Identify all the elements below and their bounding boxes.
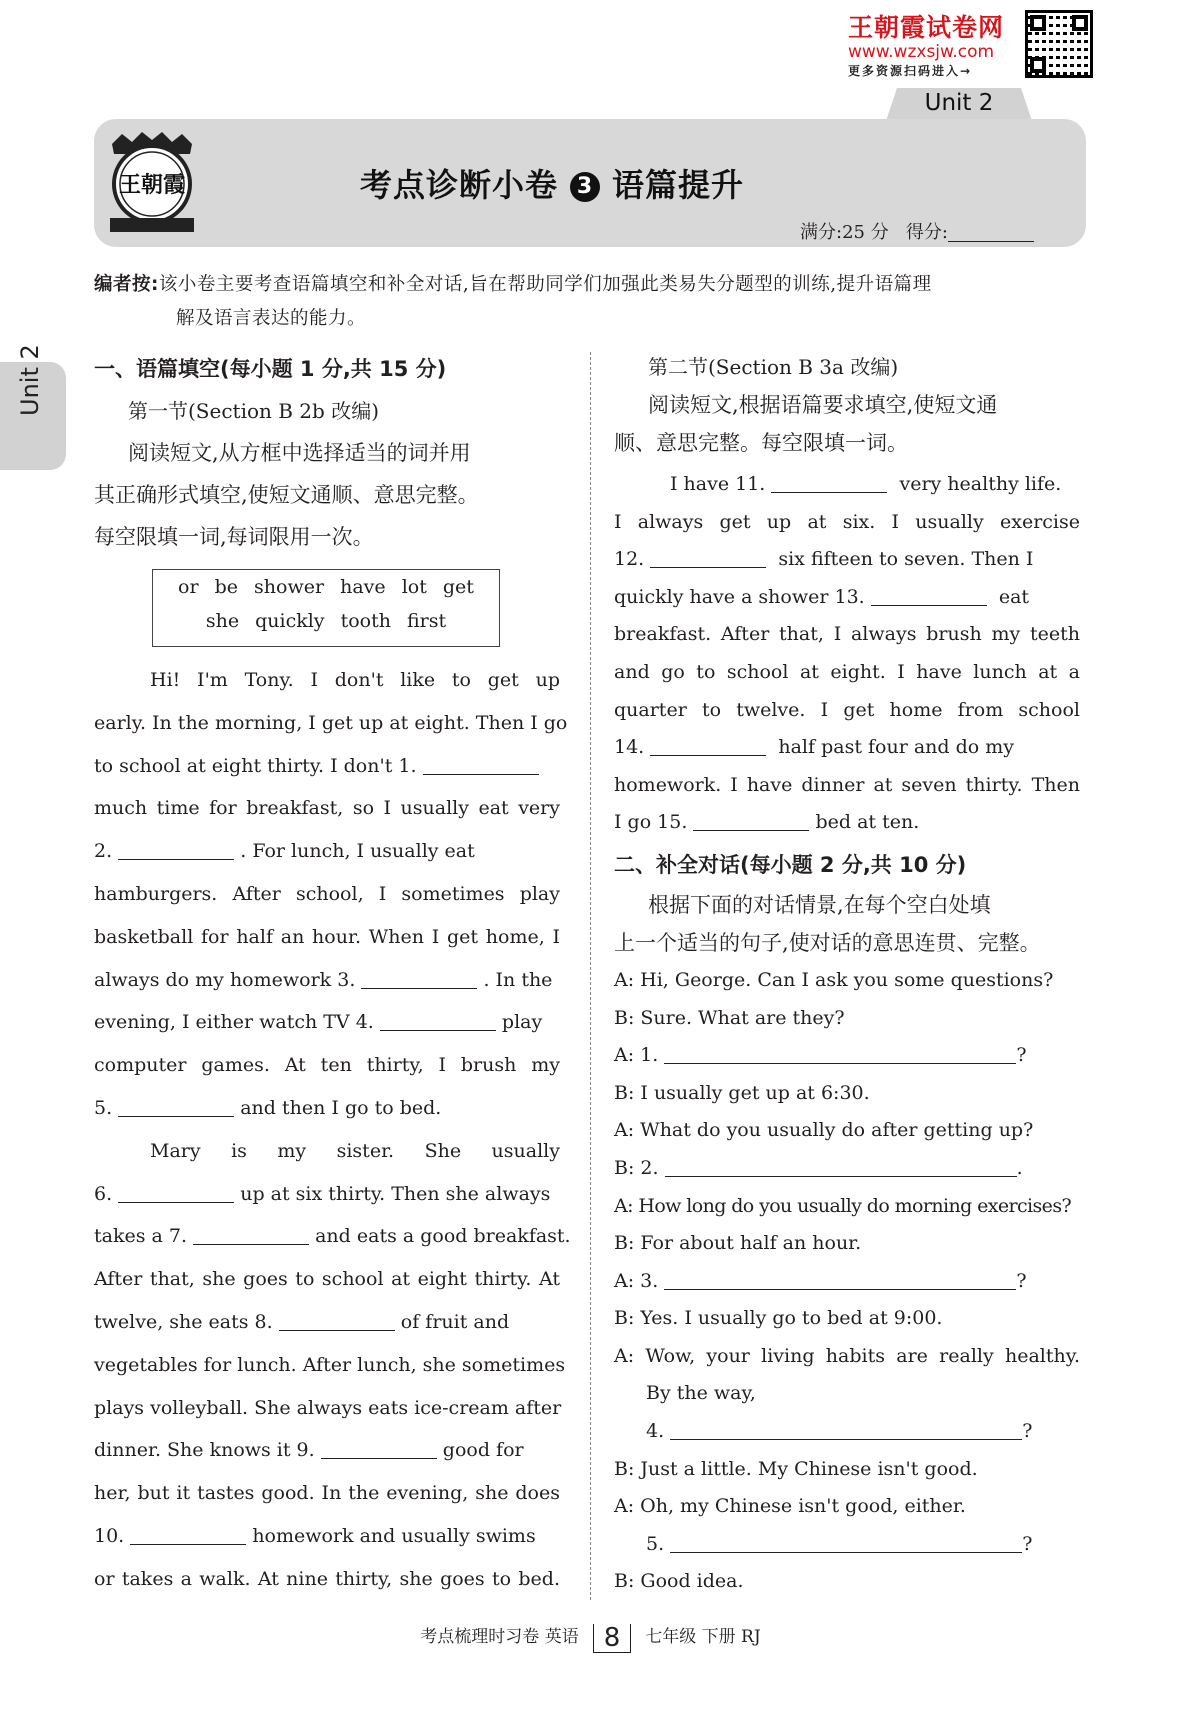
blank-2[interactable]: [118, 837, 234, 860]
blank-1[interactable]: [423, 752, 539, 775]
passage1-line: and then I go to bed.: [240, 1096, 442, 1119]
passage1-line: or takes a walk. At nine thirty, she goes to bed.: [94, 1567, 560, 1590]
passage-2: [614, 466, 1080, 842]
blank-11[interactable]: [771, 470, 887, 493]
blank-6[interactable]: [118, 1180, 234, 1203]
dialog-line: A: Hi, George. Can I ask you some questions?: [614, 968, 1054, 991]
passage1-line: 2.: [94, 840, 113, 863]
section2-title: 第二节(Section B 3a 改编): [648, 355, 899, 379]
word-box-row-2: she quickly tooth first: [205, 610, 447, 632]
editor-note-line1: 该小卷主要考查语篇填空和补全对话,旨在帮助同学们加强此类易失分题型的训练,提升语篇理: [158, 274, 932, 295]
brand-url[interactable]: www.wzxsjw.com: [848, 42, 995, 62]
brand-tagline: 更多资源扫码进入→: [848, 64, 973, 78]
section1-instruction-2: 其正确形式填空,使短文通顺、意思完整。: [94, 483, 479, 507]
title-prefix: 考点诊断小卷: [360, 166, 559, 204]
dialog-punct: ?: [1016, 1269, 1027, 1292]
brand-header: [848, 8, 1028, 86]
editor-note-label: 编者按:: [94, 274, 159, 295]
dialog-blank-1[interactable]: [664, 1041, 1016, 1064]
section1-instruction-1: 阅读短文,从方框中选择适当的词并用: [128, 441, 471, 465]
blank-9[interactable]: [321, 1436, 437, 1459]
dialog-line: By the way,: [646, 1382, 756, 1405]
full-score: 满分:25 分: [800, 222, 889, 243]
passage1-line: basketball for half an hour. When I get home, I: [94, 925, 560, 948]
column-divider: [590, 352, 591, 1600]
passage2-line: six fifteen to seven. Then I: [778, 548, 1034, 571]
passage2-line: homework. I have dinner at seven thirty. Then: [614, 773, 1080, 796]
score-blank[interactable]: [948, 223, 1034, 242]
dialog-line: A: What do you usually do after getting up?: [614, 1119, 1034, 1142]
title-suffix: 语篇提升: [612, 166, 745, 204]
passage1-line: always do my homework 3.: [94, 968, 356, 991]
dialog-line: A: Oh, my Chinese isn't good, either.: [614, 1495, 966, 1518]
dialog-line: A: 3.: [614, 1269, 659, 1292]
page-footer: [0, 1622, 1181, 1653]
qr-code-icon[interactable]: [1025, 10, 1093, 78]
passage1-line: takes a 7.: [94, 1225, 188, 1248]
passage1-line: Mary is my sister. She usually: [150, 1139, 560, 1162]
dialog-blank-2[interactable]: [665, 1154, 1017, 1177]
passage1-line: evening, I either watch TV 4.: [94, 1011, 374, 1034]
passage2-line: I always get up at six. I usually exercise: [614, 510, 1080, 533]
passage2-line: half past four and do my: [778, 736, 1014, 759]
part2-instruction-1: 根据下面的对话情景,在每个空白处填: [648, 892, 991, 917]
blank-5[interactable]: [118, 1094, 234, 1117]
passage1-line: much time for breakfast, so I usually eat very: [94, 797, 560, 820]
passage1-line: Hi! I'm Tony. I don't like to get up: [150, 669, 560, 691]
passage1-line: vegetables for lunch. After lunch, she sometimes: [94, 1353, 566, 1376]
passage2-line: 14.: [614, 736, 645, 759]
blank-3[interactable]: [361, 966, 477, 989]
passage2-line: bed at ten.: [815, 811, 920, 834]
page-number: 8: [593, 1624, 632, 1653]
section1-instruction-3: 每空限填一词,每词限用一次。: [94, 525, 374, 549]
passage1-line: play: [501, 1011, 543, 1034]
passage2-line: very healthy life.: [899, 473, 1062, 495]
passage1-line: twelve, she eats 8.: [94, 1310, 273, 1333]
page-title: [360, 160, 744, 206]
dialog-line: B: 2.: [614, 1156, 659, 1179]
passage1-line: . For lunch, I usually eat: [240, 840, 475, 863]
passage1-line: good for: [442, 1439, 524, 1462]
word-box: [152, 569, 500, 647]
passage2-line: I go 15.: [614, 811, 688, 834]
dialog-line: A: 1.: [614, 1044, 659, 1067]
dialog-line: B: Good idea.: [614, 1570, 744, 1593]
footer-right: 七年级 下册 RJ: [645, 1627, 761, 1647]
passage1-line: 10.: [94, 1524, 125, 1547]
part2-instruction-2: 上一个适当的句子,使对话的意思连贯、完整。: [614, 930, 1041, 955]
blank-7[interactable]: [193, 1222, 309, 1245]
blank-4[interactable]: [380, 1008, 496, 1031]
passage1-line: her, but it tastes good. In the evening, she does: [94, 1482, 560, 1505]
word-box-row-1: or be shower have lot get: [178, 576, 474, 598]
section1-title: 第一节(Section B 2b 改编): [128, 399, 379, 423]
passage2-line: quarter to twelve. I get home from school: [614, 698, 1080, 721]
dialog-line: B: Sure. What are they?: [614, 1006, 845, 1029]
passage2-line: and go to school at eight. I have lunch at a: [614, 660, 1080, 683]
dialog-line: B: Just a little. My Chinese isn't good.: [614, 1457, 978, 1480]
dialog-line: A: How long do you usually do morning exercises?: [614, 1194, 1072, 1217]
brand-name: 王朝霞试卷网: [848, 13, 1005, 42]
editor-note-line2: 解及语言表达的能力。: [176, 308, 367, 329]
dialog-punct: .: [1016, 1156, 1023, 1179]
section2-instruction-1: 阅读短文,根据语篇要求填空,使短文通: [648, 393, 998, 417]
dialog-line: A: Wow, your living habits are really healthy.: [614, 1344, 1080, 1367]
part2-heading: 二、补全对话(每小题 2 分,共 10 分): [614, 852, 967, 877]
score-got-label: 得分:: [905, 222, 948, 243]
unit-tab-label: Unit 2: [924, 90, 994, 116]
passage1-line: of fruit and: [400, 1310, 510, 1333]
blank-13[interactable]: [871, 583, 987, 606]
passage2-line: I have 11.: [670, 473, 766, 495]
editor-note: [94, 268, 1086, 336]
passage1-line: early. In the morning, I get up at eight. Then I go: [94, 711, 568, 734]
passage2-line: eat: [998, 585, 1030, 608]
dialog: [614, 962, 1080, 1601]
passage1-line: to school at eight thirty. I don't 1.: [94, 754, 417, 777]
passage-1: [94, 659, 571, 1601]
blank-15[interactable]: [693, 808, 809, 831]
blank-12[interactable]: [650, 545, 766, 568]
score-line: [800, 218, 1034, 244]
passage1-line: 5.: [94, 1096, 113, 1119]
passage1-line: After that, she goes to school at eight thirty. At: [94, 1268, 560, 1291]
logo-text: 王朝霞: [118, 172, 186, 198]
blank-14[interactable]: [650, 733, 766, 756]
passage1-line: computer games. At ten thirty, I brush my: [94, 1054, 560, 1077]
passage2-line: breakfast. After that, I always brush my teeth: [614, 623, 1080, 646]
passage1-line: dinner. She knows it 9.: [94, 1439, 315, 1462]
passage1-line: up at six thirty. Then she always: [240, 1182, 551, 1205]
passage1-line: . In the: [483, 968, 553, 991]
passage1-line: plays volleyball. She always eats ice-cream after: [94, 1396, 562, 1419]
title-number: 3: [570, 172, 600, 202]
passage1-line: hamburgers. After school, I sometimes play: [94, 882, 560, 905]
dialog-punct: ?: [1016, 1044, 1027, 1067]
dialog-line: B: For about half an hour.: [614, 1232, 862, 1255]
dialog-line: 4.: [646, 1420, 665, 1443]
dialog-line: B: Yes. I usually go to bed at 9:00.: [614, 1307, 943, 1330]
section2-instruction-2: 顺、意思完整。每空限填一词。: [614, 431, 908, 455]
passage1-line: 6.: [94, 1182, 113, 1205]
blank-10[interactable]: [130, 1522, 246, 1545]
dialog-line: 5.: [646, 1532, 665, 1555]
blank-8[interactable]: [279, 1308, 395, 1331]
publisher-logo-icon: [104, 130, 200, 236]
dialog-line: B: I usually get up at 6:30.: [614, 1081, 870, 1104]
dialog-blank-5[interactable]: [670, 1530, 1022, 1553]
dialog-punct: ?: [1022, 1420, 1033, 1443]
dialog-blank-4[interactable]: [670, 1417, 1022, 1440]
left-column: [94, 348, 560, 558]
passage1-line: and eats a good breakfast.: [315, 1225, 571, 1248]
dialog-punct: ?: [1022, 1532, 1033, 1555]
passage2-line: 12.: [614, 548, 645, 571]
part1-heading: 一、语篇填空(每小题 1 分,共 15 分): [94, 357, 447, 381]
passage1-line: homework and usually swims: [252, 1524, 536, 1547]
right-column: [614, 348, 1080, 1601]
dialog-blank-3[interactable]: [664, 1267, 1016, 1290]
passage2-line: quickly have a shower 13.: [614, 585, 865, 608]
footer-left: 考点梳理时习卷 英语: [420, 1627, 579, 1647]
